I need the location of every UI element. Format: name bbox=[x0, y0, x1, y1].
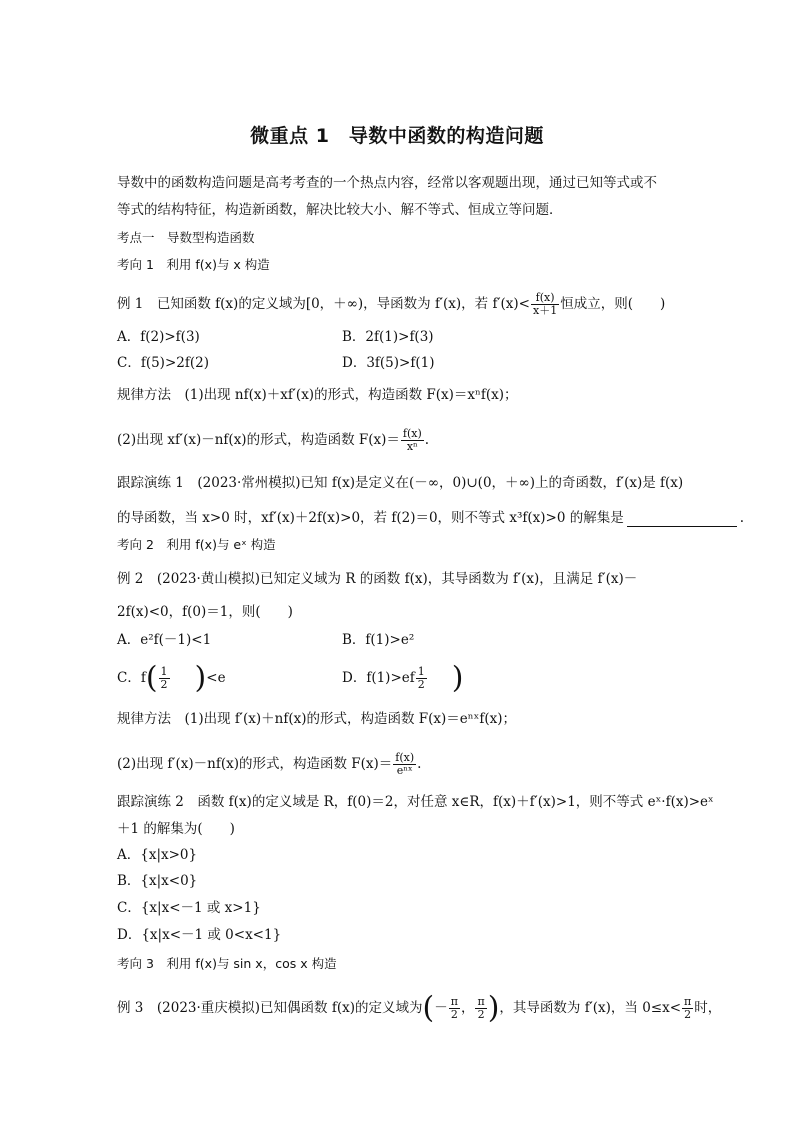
fraction: $\frac{f(x)}{\text{xⁿ}}$ bbox=[402, 427, 422, 453]
fraction: $\frac{f(x)}{x+1}$ bbox=[533, 291, 558, 317]
intro-line-1: 导数中的函数构造问题是高考考查的一个热点内容，经常以客观题出现，通过已知等式或不 bbox=[117, 175, 657, 191]
example-3-stem: 例 3 (2023·重庆模拟)已知偶函数 f(x)的定义域为(－ $\frac{\pi}{2}$ ， $\frac{\pi}{2}$ )，其导函数为 f′(x)，当 0≤x< $\frac{\pi}{2}$ 时， bbox=[117, 990, 722, 1026]
method-1-line-2: (2)出现 xf′(x)－nf(x)的形式，构造函数 F(x)＝ $\frac{f(x)}{\text{xⁿ}}$ . bbox=[117, 427, 430, 453]
example-2-line-2: 2f(x)<0，f(0)＝1，则( ) bbox=[117, 604, 293, 620]
track-2-option-a: A．{x|x>0} bbox=[117, 847, 198, 863]
track-1-line-1: 跟踪演练 1 (2023·常州模拟)已知 f(x)是定义在(－∞，0)∪(0，＋∞)上的奇函数，f′(x)是 f(x) bbox=[117, 475, 684, 491]
example-2-option-c: C．f( $\frac{1}{2}$ )<e bbox=[117, 660, 226, 696]
example-1-option-b: B．2f(1)>f(3) bbox=[342, 329, 434, 345]
example-1-option-a: A．f(2)>f(3) bbox=[117, 329, 200, 345]
fraction: $\frac{f(x)}{\text{eⁿˣ}}$ bbox=[395, 751, 415, 777]
intro-line-2: 等式的结构特征，构造新函数，解决比较大小、解不等式、恒成立等问题． bbox=[117, 202, 563, 218]
answer-blank[interactable] bbox=[627, 512, 737, 527]
example-1-stem: 例 1 已知函数 f(x)的定义域为[0，＋∞)，导函数为 f′(x)，若 f′(x)< $\frac{f(x)}{x+1}$ 恒成立，则( ) bbox=[117, 291, 666, 317]
fraction: $\frac{\pi}{2}$ bbox=[684, 995, 692, 1021]
track-1-line-2: 的导函数，当 x>0 时，xf′(x)＋2f(x)>0，若 f(2)＝0，则不等式 x³f(x)>0 的解集是 . bbox=[117, 510, 745, 526]
fraction: $\frac{1}{2}$ bbox=[160, 665, 168, 691]
example-2-option-b: B．f(1)>e² bbox=[342, 632, 415, 648]
track-2-option-b: B．{x|x<0} bbox=[117, 873, 198, 889]
page-title: 微重点 1 导数中函数的构造问题 bbox=[250, 125, 544, 147]
fraction: $\frac{1}{2}$ bbox=[417, 665, 425, 691]
example-2-line-1: 例 2 (2023·黄山模拟)已知定义域为 R 的函数 f(x)，其导函数为 f′(x)，且满足 f′(x)－ bbox=[117, 571, 638, 587]
example-1-option-c: C．f(5)>2f(2) bbox=[117, 355, 209, 371]
subsection-heading-2: 考向 2 利用 f(x)与 eˣ 构造 bbox=[117, 537, 276, 552]
track-2-option-d: D．{x|x<－1 或 0<x<1} bbox=[117, 927, 282, 943]
subsection-heading-3: 考向 3 利用 f(x)与 sin x，cos x 构造 bbox=[117, 956, 337, 971]
track-2-line-1: 跟踪演练 2 函数 f(x)的定义域是 R，f(0)＝2，对任意 x∈R，f(x)＋f′(x)>1，则不等式 eˣ·f(x)>eˣ bbox=[117, 794, 714, 810]
section-heading: 考点一 导数型构造函数 bbox=[117, 230, 255, 245]
track-2-line-2: ＋1 的解集为( ) bbox=[117, 821, 235, 837]
subsection-heading-1: 考向 1 利用 f(x)与 x 构造 bbox=[117, 257, 270, 272]
example-2-option-a: A．e²f(－1)<1 bbox=[117, 632, 212, 648]
method-1-line-1: 规律方法 (1)出现 nf(x)＋xf′(x)的形式，构造函数 F(x)＝xⁿf(x)； bbox=[117, 387, 518, 403]
method-2-line-1: 规律方法 (1)出现 f′(x)＋nf(x)的形式，构造函数 F(x)＝eⁿˣf(x)； bbox=[117, 711, 516, 727]
example-2-option-d: D．f(1)>ef $\frac{1}{2}$ ) bbox=[342, 660, 464, 696]
fraction: $\frac{\pi}{2}$ bbox=[450, 995, 458, 1021]
example-1-option-d: D．3f(5)>f(1) bbox=[342, 355, 435, 371]
method-2-line-2: (2)出现 f′(x)－nf(x)的形式，构造函数 F(x)＝ $\frac{f(x)}{\text{eⁿˣ}}$ . bbox=[117, 751, 422, 777]
track-2-option-c: C．{x|x<－1 或 x>1} bbox=[117, 900, 261, 916]
fraction: $\frac{\pi}{2}$ bbox=[477, 995, 485, 1021]
